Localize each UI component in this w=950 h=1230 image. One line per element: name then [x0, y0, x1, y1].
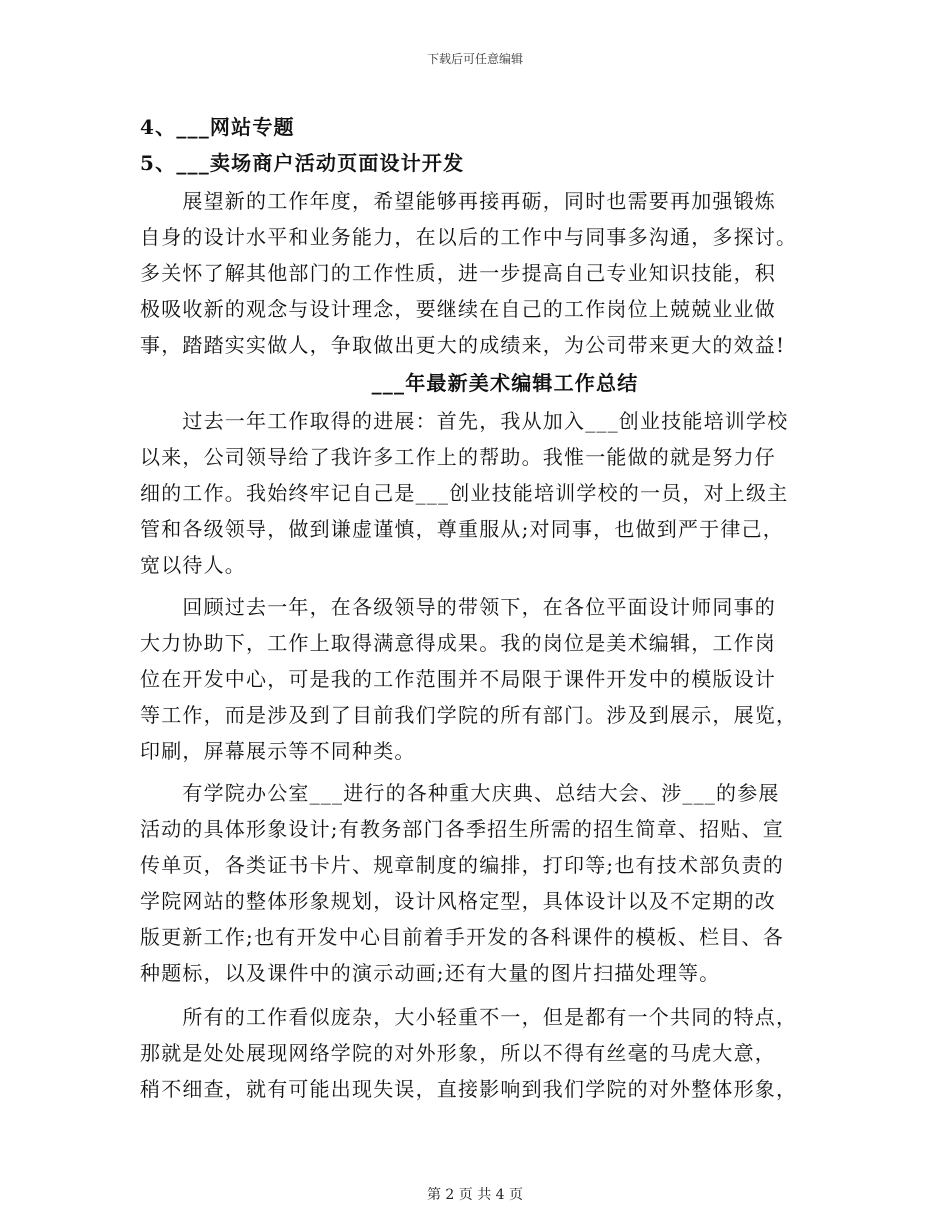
paragraph-line: 大力协助下，工作上取得满意得成果。我的岗位是美术编辑，工作岗 [140, 631, 776, 655]
paragraph-line: 稍不细查，就有可能出现失误，直接影响到我们学院的对外整体形象， [140, 1077, 798, 1101]
paragraph-line: 事，踏踏实实做人，争取做出更大的成绩来，为公司带来更大的效益! [140, 333, 786, 357]
paragraph-line: 等工作，而是涉及到了目前我们学院的所有部门。涉及到展示，展览， [140, 703, 798, 727]
page-footer: 第 2 页 共 4 页 [426, 1187, 524, 1203]
paragraph-line: 以来，公司领导给了我许多工作上的帮助。我惟一能做的就是努力仔 [140, 445, 776, 469]
paragraph-line: 活动的具体形象设计;有教务部门各季招生所需的招生简章、招贴、宣 [140, 817, 784, 841]
paragraph-line: 细的工作。我始终牢记自己是___创业技能培训学校的一员，对上级主 [140, 481, 789, 505]
section-title: ___年最新美术编辑工作总结 [371, 371, 639, 395]
paragraph-line: 宽以待人。 [140, 553, 246, 577]
paragraph-line: 传单页，各类证书卡片、规章制度的编排，打印等;也有技术部负责的 [140, 853, 784, 877]
page-header: 下载后可任意编辑 [426, 52, 523, 66]
paragraph-line: 多关怀了解其他部门的工作性质，进一步提高自己专业知识技能，积 [140, 261, 776, 285]
paragraph-line: 版更新工作;也有开发中心目前着手开发的各科课件的模板、栏目、各 [140, 925, 784, 949]
paragraph-line: 展望新的工作年度，希望能够再接再砺，同时也需要再加强锻炼 [140, 189, 776, 213]
paragraph-line: 学院网站的整体形象规划，设计风格定型，具体设计以及不定期的改 [140, 889, 776, 913]
paragraph-line: 管和各级领导，做到谦虚谨慎，尊重服从;对同事，也做到严于律己， [140, 517, 784, 541]
paragraph-line: 极吸收新的观念与设计理念，要继续在自己的工作岗位上兢兢业业做 [140, 297, 776, 321]
paragraph-line: 有学院办公室___进行的各种重大庆典、总结大会、涉___的参展 [140, 781, 780, 805]
list-item: 4、___网站专题 [140, 115, 295, 139]
list-item: 5、___卖场商户活动页面设计开发 [140, 151, 465, 175]
paragraph-line: 所有的工作看似庞杂，大小轻重不一，但是都有一个共同的特点， [140, 1005, 798, 1029]
paragraph-line: 回顾过去一年，在各级领导的带领下，在各位平面设计师同事的 [140, 595, 776, 619]
paragraph-line: 位在开发中心，可是我的工作范围并不局限于课件开发中的模版设计 [140, 667, 776, 691]
paragraph-line: 自身的设计水平和业务能力，在以后的工作中与同事多沟通，多探讨。 [140, 225, 798, 249]
paragraph-line: 印刷，屏幕展示等不同种类。 [140, 739, 416, 763]
paragraph-line: 过去一年工作取得的进展：首先，我从加入___创业技能培训学校 [140, 409, 789, 433]
paragraph-line: 种题标，以及课件中的演示动画;还有大量的图片扫描处理等。 [140, 961, 721, 985]
paragraph-line: 那就是处处展现网络学院的对外形象，所以不得有丝毫的马虎大意， [140, 1041, 776, 1065]
